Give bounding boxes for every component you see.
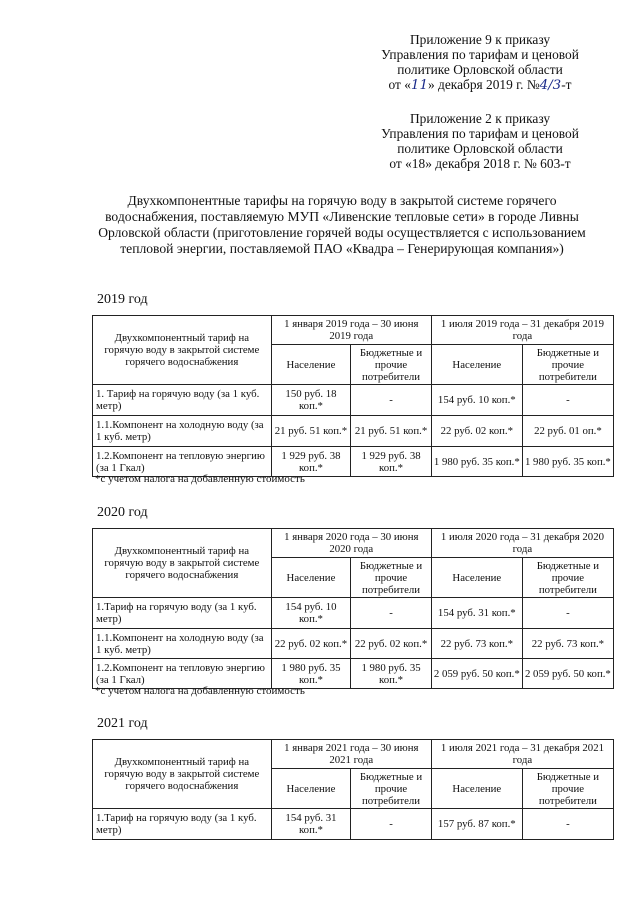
cell-value: 22 руб. 73 коп.*	[431, 629, 522, 659]
table-row	[93, 416, 614, 447]
year-heading: 2020 год	[97, 505, 148, 520]
column-header-population: Население	[271, 345, 351, 385]
column-header-population: Население	[271, 558, 351, 598]
table-header-label: Двухкомпонентный тариф на горячую воду в закрытой системе горячего водоснабжения	[93, 529, 272, 598]
cell-value: 22 руб. 73 коп.*	[522, 629, 613, 659]
column-header-budget: Бюджетные и прочие потребители	[522, 345, 613, 385]
cell-value: 21 руб. 51 коп.*	[271, 416, 351, 447]
period-header: 1 января 2021 года – 30 июня 2021 года	[271, 740, 431, 769]
period-header: 1 июля 2019 года – 31 декабря 2019 года	[431, 316, 613, 345]
cell-value: -	[351, 385, 432, 416]
period-header: 1 июля 2020 года – 31 декабря 2020 года	[431, 529, 613, 558]
cell-value: 1 929 руб. 38 коп.*	[271, 447, 351, 477]
header-line: политике Орловской области	[397, 141, 563, 156]
table-row	[93, 385, 614, 416]
row-label: 1. Тариф на горячую воду (за 1 куб. метр)	[93, 385, 272, 416]
row-label: 1.Тариф на горячую воду (за 1 куб. метр)	[93, 598, 272, 629]
table-row	[93, 809, 614, 840]
cell-value: 154 руб. 31 коп.*	[431, 598, 522, 629]
year-heading: 2021 год	[97, 716, 148, 731]
date-middle: » декабря 2019 г. №	[427, 77, 540, 92]
order-header-appendix-2	[365, 111, 595, 171]
vat-note: *с учетом налога на добавленную стоимость	[95, 685, 305, 697]
tariff-table-2021	[92, 739, 614, 840]
header-line: Приложение 9 к приказу	[409, 32, 551, 47]
cell-value: 150 руб. 18 коп.*	[271, 385, 351, 416]
document-title: Двухкомпонентные тарифы на горячую воду в закрытой системе горячего водоснабжения, поставляемую МУП «Ливенские тепловые сети» в городе Ливны Орловской области (приготовление горячей воды осуществляется с использованием тепловой энергии, поставляемой ПАО «Квадра – Генерирующая компания»)	[98, 193, 586, 256]
row-label: 1.2.Компонент на тепловую энергию (за 1 Гкал)	[93, 659, 272, 689]
column-header-budget: Бюджетные и прочие потребители	[351, 558, 432, 598]
cell-value: 22 руб. 01 оп.*	[522, 416, 613, 447]
order-header-appendix-9	[365, 32, 595, 93]
header-line: Приложение 2 к приказу	[409, 111, 551, 126]
period-header: 1 января 2020 года – 30 июня 2020 года	[271, 529, 431, 558]
cell-value: 1 980 руб. 35 коп.*	[351, 659, 432, 689]
cell-value: 1 980 руб. 35 коп.*	[271, 659, 351, 689]
period-header: 1 января 2019 года – 30 июня 2019 года	[271, 316, 431, 345]
table-row	[93, 629, 614, 659]
row-label: 1.1.Компонент на холодную воду (за 1 куб. метр)	[93, 416, 272, 447]
header-line: Управления по тарифам и ценовой	[381, 47, 579, 62]
column-header-population: Население	[431, 345, 522, 385]
date-prefix: от «	[388, 77, 411, 92]
cell-value: 154 руб. 10 коп.*	[271, 598, 351, 629]
cell-value: -	[522, 598, 613, 629]
row-label: 1.1.Компонент на холодную воду (за 1 куб. метр)	[93, 629, 272, 659]
handwritten-number: 4/3	[539, 78, 562, 93]
column-header-budget: Бюджетные и прочие потребители	[351, 769, 432, 809]
header-line: политике Орловской области	[397, 62, 563, 77]
cell-value: 2 059 руб. 50 коп.*	[431, 659, 522, 689]
column-header-budget: Бюджетные и прочие потребители	[351, 345, 432, 385]
header-line: Управления по тарифам и ценовой	[381, 126, 579, 141]
cell-value: 1 980 руб. 35 коп.*	[431, 447, 522, 477]
table-row	[93, 447, 614, 477]
cell-value: 2 059 руб. 50 коп.*	[522, 659, 613, 689]
cell-value: -	[351, 809, 432, 840]
table-row	[93, 659, 614, 689]
handwritten-day: 11	[410, 78, 428, 93]
cell-value: 22 руб. 02 коп.*	[351, 629, 432, 659]
cell-value: 154 руб. 31 коп.*	[271, 809, 351, 840]
year-heading: 2019 год	[97, 292, 148, 307]
cell-value: -	[522, 385, 613, 416]
table-header-label: Двухкомпонентный тариф на горячую воду в закрытой системе горячего водоснабжения	[93, 316, 272, 385]
column-header-population: Население	[271, 769, 351, 809]
table-row	[93, 598, 614, 629]
cell-value: 1 929 руб. 38 коп.*	[351, 447, 432, 477]
tariff-table-2020	[92, 528, 614, 689]
cell-value: 21 руб. 51 коп.*	[351, 416, 432, 447]
cell-value: 157 руб. 87 коп.*	[431, 809, 522, 840]
period-header: 1 июля 2021 года – 31 декабря 2021 года	[431, 740, 613, 769]
row-label: 1.2.Компонент на тепловую энергию (за 1 Гкал)	[93, 447, 272, 477]
column-header-budget: Бюджетные и прочие потребители	[522, 558, 613, 598]
cell-value: 22 руб. 02 коп.*	[431, 416, 522, 447]
column-header-budget: Бюджетные и прочие потребители	[522, 769, 613, 809]
cell-value: -	[351, 598, 432, 629]
tariff-table-2019	[92, 315, 614, 477]
cell-value: 22 руб. 02 коп.*	[271, 629, 351, 659]
cell-value: 154 руб. 10 коп.*	[431, 385, 522, 416]
column-header-population: Население	[431, 558, 522, 598]
column-header-population: Население	[431, 769, 522, 809]
header-line: от «18» декабря 2018 г. № 603-т	[389, 156, 571, 171]
cell-value: -	[522, 809, 613, 840]
date-suffix: -т	[561, 77, 572, 92]
table-header-label: Двухкомпонентный тариф на горячую воду в закрытой системе горячего водоснабжения	[93, 740, 272, 809]
order-date-line	[365, 77, 595, 93]
row-label: 1.Тариф на горячую воду (за 1 куб. метр)	[93, 809, 272, 840]
cell-value: 1 980 руб. 35 коп.*	[522, 447, 613, 477]
vat-note: *с учетом налога на добавленную стоимость	[95, 473, 305, 485]
